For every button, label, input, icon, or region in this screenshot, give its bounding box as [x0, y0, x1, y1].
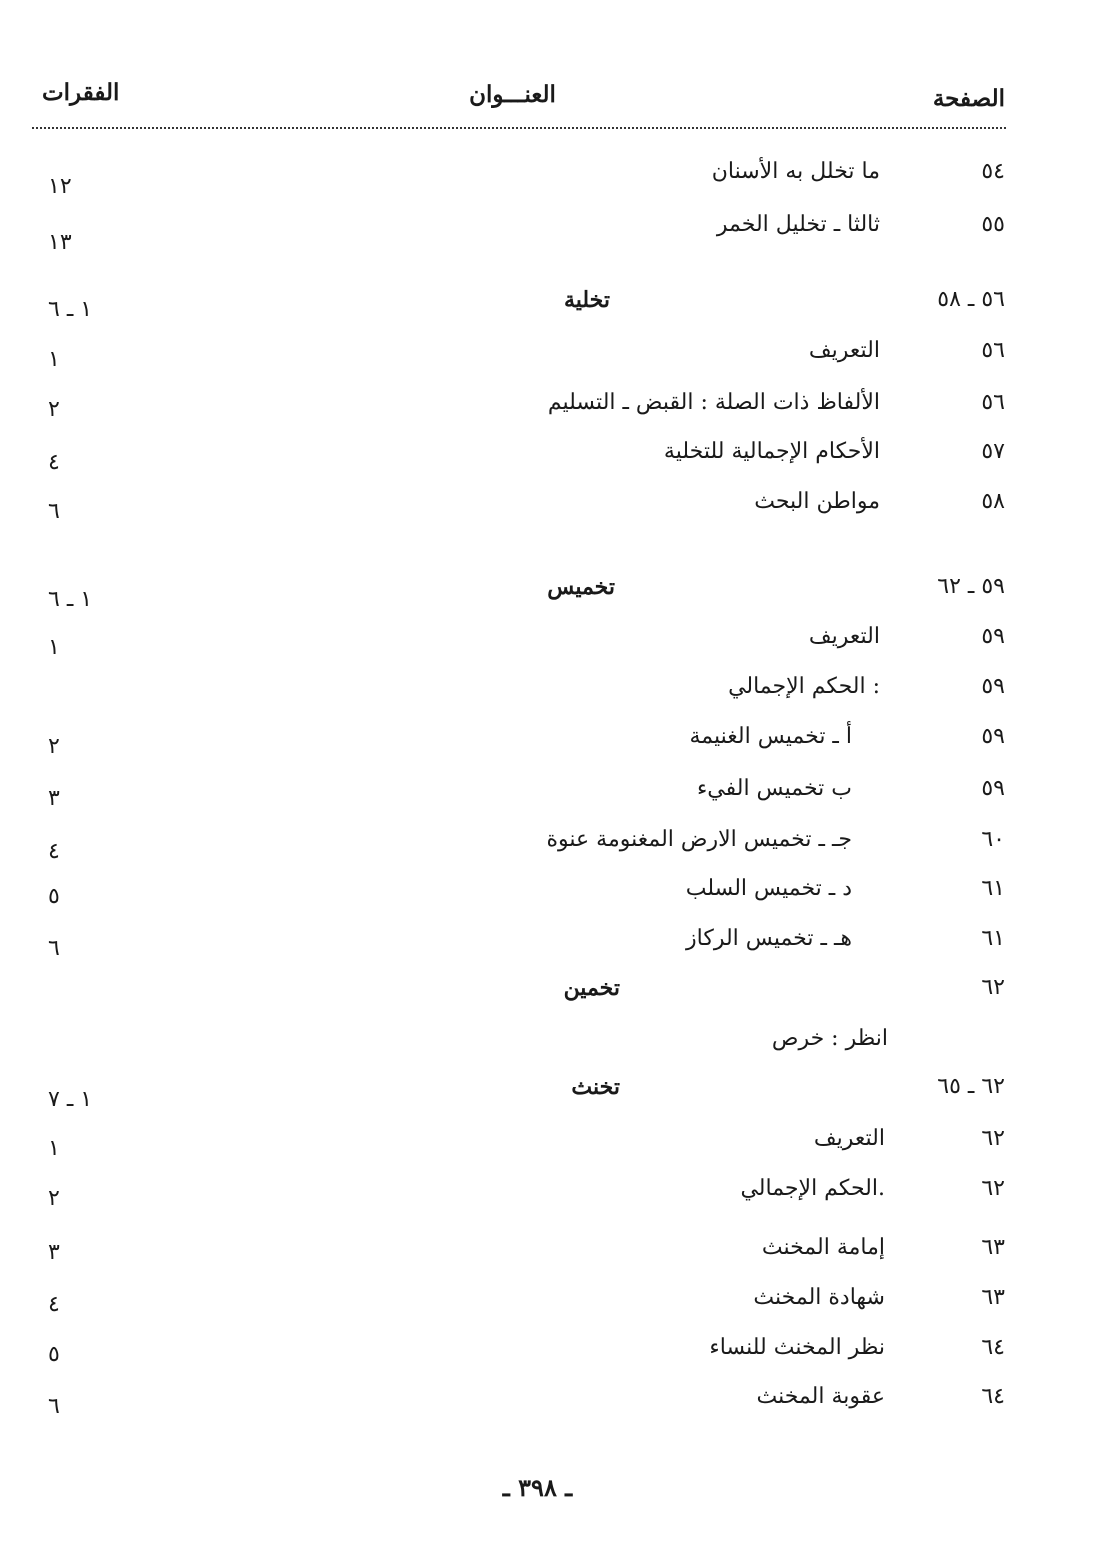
- row-paragraphs: ٥: [48, 884, 60, 909]
- row-title: مواطن البحث: [754, 489, 880, 514]
- page-number: ـ ٣٩٨ ـ: [502, 1473, 573, 1502]
- row-page: ٥٩: [981, 624, 1005, 649]
- row-paragraphs: ١: [48, 1136, 60, 1161]
- row-title: جـ ـ تخميس الارض المغنومة عنوة: [546, 827, 852, 852]
- row-paragraphs: ٤: [48, 839, 60, 864]
- row-title: التعريف: [808, 624, 880, 649]
- header-paragraphs-label: الفقرات: [42, 79, 120, 106]
- row-paragraphs: ٤: [48, 1292, 60, 1317]
- section-paragraph-range: ١ ـ ٦: [48, 297, 93, 322]
- row-paragraphs: ٢: [48, 1186, 60, 1211]
- row-paragraphs: ٥: [48, 1342, 60, 1367]
- row-page: ٦٤: [981, 1335, 1005, 1360]
- row-page: ٥٧: [981, 439, 1005, 464]
- row-page: ٦٠: [981, 827, 1005, 852]
- row-paragraphs: ٢: [48, 734, 60, 759]
- section-heading: تخمين: [563, 975, 620, 1001]
- row-paragraphs: ٦: [48, 1394, 60, 1419]
- row-title: عقوبة المخنث: [756, 1384, 885, 1409]
- row-title: نظر المخنث للنساء: [709, 1335, 885, 1360]
- row-page: ٥٩: [981, 674, 1005, 699]
- row-title: التعريف: [808, 338, 880, 363]
- row-page: ٦٤: [981, 1384, 1005, 1409]
- row-title: الأحكام الإجمالية للتخلية: [663, 439, 880, 464]
- row-page: ٥٦: [981, 338, 1005, 363]
- row-page: ٥٥: [981, 212, 1005, 237]
- header-page-label: الصفحة: [932, 85, 1005, 112]
- row-title: د ـ تخميس السلب: [685, 876, 852, 901]
- row-paragraphs: ٣: [48, 786, 60, 811]
- row-paragraphs: ١٢: [48, 174, 72, 199]
- row-page: ٦٣: [981, 1235, 1005, 1260]
- section-page-range: ٦٢: [981, 975, 1005, 1000]
- row-paragraphs: ١٣: [48, 230, 72, 255]
- row-page: ٦٣: [981, 1285, 1005, 1310]
- row-paragraphs: ١: [48, 347, 60, 372]
- section-heading: تخنث: [571, 1074, 620, 1100]
- header-title-label: العنـــوان: [469, 81, 556, 108]
- row-page: ٥٩: [981, 724, 1005, 749]
- row-title: ما تخلل به الأسنان: [711, 159, 880, 184]
- row-page: ٦٢: [981, 1176, 1005, 1201]
- row-page: ٦١: [981, 876, 1005, 901]
- row-title: ب تخميس الفيء: [696, 776, 852, 801]
- row-paragraphs: ٤: [48, 450, 60, 475]
- row-title: شهادة المخنث: [753, 1285, 885, 1310]
- section-paragraph-range: ١ ـ ٦: [48, 587, 93, 612]
- row-title: التعريف: [813, 1126, 885, 1151]
- row-page: ٦٢: [981, 1126, 1005, 1151]
- section-page-range: ٥٩ ـ ٦٢: [937, 574, 1005, 599]
- row-page: ٥٤: [981, 159, 1005, 184]
- row-title: الألفاظ ذات الصلة : القبض ـ التسليم: [547, 390, 880, 415]
- row-title: هـ ـ تخميس الركاز: [686, 926, 852, 951]
- section-heading: تخلية: [563, 287, 610, 313]
- row-title: ثالثا ـ تخليل الخمر: [716, 212, 880, 237]
- row-paragraphs: ٦: [48, 499, 60, 524]
- section-paragraph-range: ١ ـ ٧: [48, 1087, 93, 1112]
- section-page-range: ٦٢ ـ ٦٥: [937, 1074, 1005, 1099]
- row-title: الحكم الإجمالي.: [740, 1176, 885, 1201]
- row-paragraphs: ١: [48, 635, 60, 660]
- row-title: أ ـ تخميس الغنيمة: [689, 724, 852, 749]
- row-title: إمامة المخنث: [761, 1235, 885, 1260]
- row-page: ٥٦: [981, 390, 1005, 415]
- see-also-reference: انظر : خرص: [771, 1026, 888, 1051]
- header-divider: [32, 127, 1006, 129]
- row-paragraphs: ٣: [48, 1240, 60, 1265]
- row-page: ٥٩: [981, 776, 1005, 801]
- row-title: الحكم الإجمالي :: [728, 674, 880, 699]
- row-paragraphs: ٦: [48, 936, 60, 961]
- row-paragraphs: ٢: [48, 397, 60, 422]
- section-heading: تخميس: [547, 574, 615, 600]
- row-page: ٦١: [981, 926, 1005, 951]
- row-page: ٥٨: [981, 489, 1005, 514]
- section-page-range: ٥٦ ـ ٥٨: [937, 287, 1005, 312]
